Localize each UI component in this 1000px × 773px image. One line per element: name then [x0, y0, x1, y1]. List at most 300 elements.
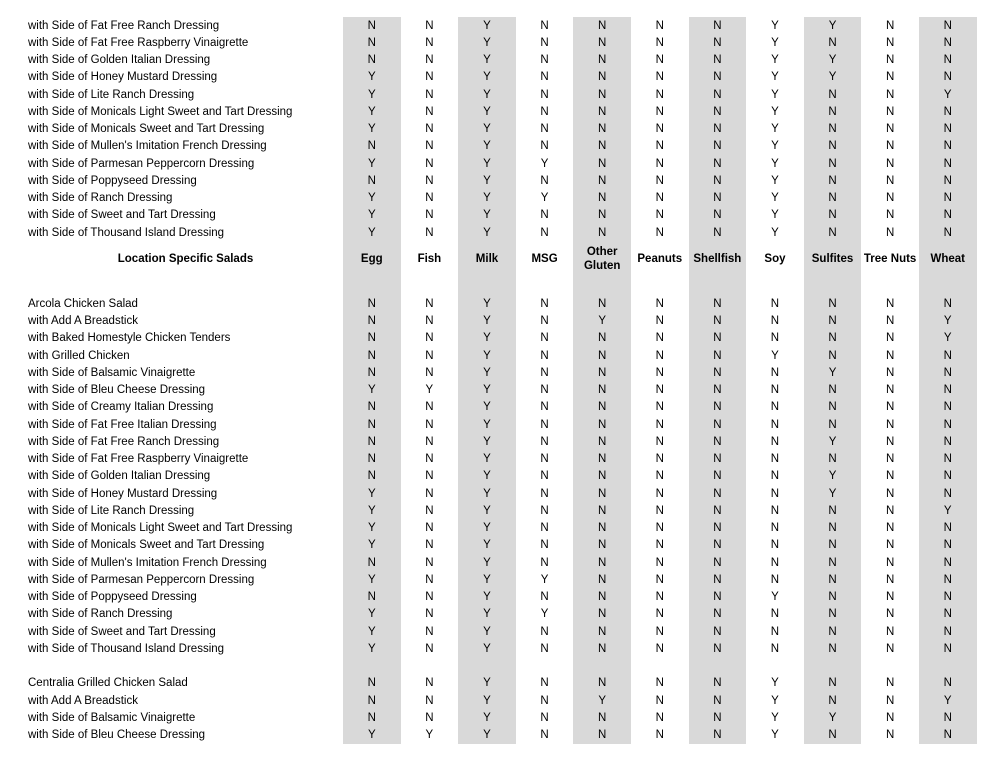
allergen-value-wheat: N [919, 468, 977, 485]
allergen-value-sulfites: N [804, 451, 862, 468]
allergen-value-other-gluten: N [573, 502, 631, 519]
allergen-value-fish: N [425, 401, 434, 414]
allergen-value-msg: N [540, 694, 549, 707]
allergen-value-tree-nuts: N [885, 157, 895, 170]
table-row [0, 313, 977, 330]
allergen-value-wheat: N [919, 69, 977, 86]
allergen-value-milk: Y [458, 606, 516, 623]
allergen-value-tree-nuts: N [885, 556, 895, 569]
allergen-value-shellfish: N [689, 606, 747, 623]
allergen-value-wheat: Y [919, 692, 977, 709]
allergen-value-milk [458, 277, 516, 295]
allergen-value-fish: N [425, 435, 434, 448]
allergen-value-soy: N [770, 315, 780, 328]
allergen-value-soy: Y [771, 71, 779, 84]
item-name [0, 277, 343, 295]
allergen-value-peanuts [631, 658, 689, 675]
allergen-value-msg: N [540, 366, 549, 379]
allergen-value-msg: N [540, 140, 549, 153]
allergen-value-peanuts: N [655, 140, 664, 153]
allergen-value-other-gluten: N [573, 121, 631, 138]
table-row [0, 330, 977, 347]
allergen-value-wheat: Y [919, 313, 977, 330]
allergen-value-other-gluten: N [573, 468, 631, 485]
allergen-value-tree-nuts: N [885, 315, 895, 328]
item-name: with Side of Parmesan Peppercorn Dressing [28, 157, 255, 170]
allergen-value-shellfish [689, 277, 747, 295]
allergen-value-fish: Y [425, 729, 434, 742]
allergen-value-egg: Y [343, 606, 401, 623]
allergen-value-fish: N [425, 470, 434, 483]
allergen-value-msg: N [540, 297, 549, 310]
table-body [0, 17, 977, 744]
table-row [0, 52, 977, 69]
allergen-value-soy: N [770, 556, 780, 569]
allergen-value-wheat: N [919, 554, 977, 571]
table-row [0, 606, 977, 623]
item-name: with Add A Breadstick [28, 694, 138, 707]
allergen-value-sulfites: N [804, 121, 862, 138]
allergen-value-shellfish: N [689, 520, 747, 537]
allergen-value-egg: N [343, 347, 401, 364]
allergen-value-fish: N [425, 453, 434, 466]
allergen-value-wheat: N [919, 295, 977, 312]
allergen-value-peanuts: N [655, 88, 664, 101]
item-name: with Side of Balsamic Vinaigrette [28, 711, 196, 724]
allergen-value-milk: Y [458, 103, 516, 120]
allergen-value-soy: N [770, 608, 780, 621]
allergen-value-sulfites: N [804, 155, 862, 172]
allergen-value-msg: N [540, 105, 549, 118]
allergen-value-sulfites: N [804, 295, 862, 312]
allergen-value-fish: N [425, 366, 434, 379]
allergen-value-wheat: N [919, 520, 977, 537]
allergen-value-milk: Y [458, 709, 516, 726]
allergen-value-wheat: N [919, 52, 977, 69]
item-name: with Side of Monicals Sweet and Tart Dressing [28, 123, 265, 136]
allergen-value-other-gluten: N [573, 606, 631, 623]
allergen-value-soy: N [770, 401, 780, 414]
allergen-value-shellfish: N [689, 86, 747, 103]
allergen-value-peanuts: N [655, 332, 664, 345]
allergen-value-sulfites: N [804, 172, 862, 189]
allergen-value-msg: N [540, 470, 549, 483]
allergen-value-tree-nuts: N [885, 694, 895, 707]
allergen-value-egg: N [343, 451, 401, 468]
allergen-value-tree-nuts: N [885, 539, 895, 552]
table-row [0, 224, 977, 241]
item-name: Arcola Chicken Salad [28, 297, 138, 310]
allergen-value-wheat: N [919, 675, 977, 692]
allergen-value-tree-nuts: N [885, 192, 895, 205]
column-header-egg: Egg [343, 241, 401, 277]
header-label: Location Specific Salads [117, 253, 254, 266]
allergen-value-fish: N [425, 192, 434, 205]
table-row [0, 520, 977, 537]
allergen-value-peanuts: N [655, 694, 664, 707]
allergen-value-shellfish: N [689, 34, 747, 51]
allergen-value-peanuts: N [655, 157, 664, 170]
allergen-value-soy: N [770, 625, 780, 638]
allergen-value-sulfites: Y [804, 433, 862, 450]
allergen-value-wheat: N [919, 727, 977, 744]
table-row [0, 86, 977, 103]
allergen-value-fish: Y [425, 384, 434, 397]
allergen-value-tree-nuts: N [885, 209, 895, 222]
allergen-value-fish: N [425, 608, 434, 621]
allergen-value-fish: N [425, 123, 434, 136]
allergen-value-milk: Y [458, 295, 516, 312]
allergen-value-shellfish: N [689, 468, 747, 485]
allergen-value-msg: N [540, 625, 549, 638]
item-name: with Add A Breadstick [28, 315, 138, 328]
allergen-value-fish: N [425, 694, 434, 707]
allergen-value-shellfish: N [689, 347, 747, 364]
allergen-value-shellfish: N [689, 224, 747, 241]
column-header-msg: MSG [531, 253, 558, 266]
allergen-value-shellfish: N [689, 399, 747, 416]
allergen-value-egg: N [343, 17, 401, 34]
allergen-value-shellfish: N [689, 69, 747, 86]
allergen-value-wheat: N [919, 172, 977, 189]
allergen-value-wheat: N [919, 537, 977, 554]
allergen-value-sulfites: N [804, 675, 862, 692]
allergen-value-shellfish: N [689, 571, 747, 588]
allergen-value-sulfites: N [804, 537, 862, 554]
allergen-value-other-gluten: N [573, 155, 631, 172]
allergen-value-soy: N [770, 297, 780, 310]
allergen-value-egg: Y [343, 502, 401, 519]
allergen-value-shellfish: N [689, 485, 747, 502]
allergen-value-soy: N [770, 487, 780, 500]
allergen-value-egg [343, 658, 401, 675]
allergen-value-soy: N [770, 470, 780, 483]
allergen-value-soy: N [770, 642, 780, 655]
allergen-value-other-gluten: N [573, 537, 631, 554]
allergen-value-msg: N [540, 88, 549, 101]
item-name: with Side of Balsamic Vinaigrette [28, 366, 196, 379]
allergen-value-milk [458, 658, 516, 675]
allergen-value-peanuts: N [655, 174, 664, 187]
table-row [0, 485, 977, 502]
allergen-value-egg: N [343, 399, 401, 416]
allergen-value-tree-nuts: N [885, 470, 895, 483]
allergen-value-milk: Y [458, 675, 516, 692]
allergen-value-tree-nuts: N [885, 401, 895, 414]
allergen-value-wheat: N [919, 138, 977, 155]
allergen-value-other-gluten: N [573, 69, 631, 86]
allergen-value-sulfites: N [804, 399, 862, 416]
table-row [0, 692, 977, 709]
column-header-fish: Fish [417, 253, 442, 266]
allergen-value-egg: Y [343, 86, 401, 103]
item-name: with Side of Fat Free Raspberry Vinaigrette [28, 36, 249, 49]
table-row [0, 468, 977, 485]
allergen-value-soy: N [770, 435, 780, 448]
allergen-value-tree-nuts: N [885, 366, 895, 379]
allergen-value-milk: Y [458, 589, 516, 606]
allergen-value-wheat: N [919, 382, 977, 399]
allergen-value-milk: Y [458, 172, 516, 189]
allergen-value-peanuts: N [655, 470, 664, 483]
allergen-value-tree-nuts: N [885, 123, 895, 136]
allergen-value-wheat: N [919, 17, 977, 34]
allergen-value-fish: N [425, 418, 434, 431]
allergen-value-wheat: N [919, 485, 977, 502]
allergen-value-peanuts: N [655, 504, 664, 517]
allergen-value-wheat: N [919, 155, 977, 172]
allergen-value-milk: Y [458, 382, 516, 399]
item-name: with Side of Lite Ranch Dressing [28, 88, 195, 101]
allergen-value-soy: N [770, 332, 780, 345]
allergen-value-sulfites: Y [804, 709, 862, 726]
allergen-value-other-gluten: N [573, 52, 631, 69]
allergen-value-shellfish: N [689, 121, 747, 138]
spacer-row [0, 658, 977, 675]
allergen-value-wheat: N [919, 190, 977, 207]
allergen-value-msg: N [540, 209, 549, 222]
allergen-value-wheat: N [919, 433, 977, 450]
allergen-value-shellfish: N [689, 155, 747, 172]
table-row [0, 537, 977, 554]
allergen-value-milk: Y [458, 17, 516, 34]
table-row [0, 155, 977, 172]
allergen-value-shellfish: N [689, 623, 747, 640]
allergen-value-wheat [919, 277, 977, 295]
allergen-value-tree-nuts: N [885, 297, 895, 310]
item-name: with Side of Sweet and Tart Dressing [28, 209, 216, 222]
allergen-value-other-gluten [573, 277, 631, 295]
table-row [0, 138, 977, 155]
table-row [0, 295, 977, 312]
allergen-value-soy: Y [771, 88, 779, 101]
allergen-value-egg: Y [343, 485, 401, 502]
allergen-value-soy: N [770, 573, 780, 586]
allergen-value-other-gluten: N [573, 224, 631, 241]
table-row [0, 589, 977, 606]
allergen-value-wheat: N [919, 589, 977, 606]
allergen-value-sulfites: N [804, 382, 862, 399]
allergen-value-egg: N [343, 330, 401, 347]
allergen-value-msg: N [540, 71, 549, 84]
column-header-sulfites: Sulfites [804, 241, 862, 277]
allergen-value-fish: N [425, 677, 434, 690]
allergen-value-fish: N [425, 297, 434, 310]
allergen-value-shellfish: N [689, 692, 747, 709]
allergen-value-egg: Y [343, 103, 401, 120]
table-row [0, 347, 977, 364]
table-row [0, 451, 977, 468]
allergen-value-other-gluten: N [573, 295, 631, 312]
allergen-value-milk: Y [458, 138, 516, 155]
allergen-value-wheat: N [919, 571, 977, 588]
allergen-value-msg: N [540, 123, 549, 136]
allergen-value-wheat: Y [919, 502, 977, 519]
allergen-value-egg: N [343, 433, 401, 450]
allergen-value-shellfish: N [689, 172, 747, 189]
allergen-value-tree-nuts: N [885, 418, 895, 431]
allergen-value-other-gluten: N [573, 17, 631, 34]
allergen-value-tree-nuts: N [885, 453, 895, 466]
allergen-value-peanuts: N [655, 349, 664, 362]
allergen-value-wheat: N [919, 103, 977, 120]
allergen-value-peanuts: N [655, 539, 664, 552]
allergen-value-peanuts: N [655, 591, 664, 604]
allergen-value-soy: Y [771, 36, 779, 49]
allergen-value-soy: N [770, 522, 780, 535]
table-row [0, 69, 977, 86]
allergen-value-sulfites: Y [804, 485, 862, 502]
allergen-value-soy: N [770, 539, 780, 552]
allergen-value-shellfish: N [689, 138, 747, 155]
allergen-value-msg: N [540, 504, 549, 517]
allergen-value-sulfites: Y [804, 17, 862, 34]
allergen-value-soy: Y [771, 157, 779, 170]
allergen-value-msg: N [540, 384, 549, 397]
allergen-value-peanuts: N [655, 192, 664, 205]
allergen-value-egg: N [343, 364, 401, 381]
allergen-value-wheat: N [919, 121, 977, 138]
allergen-value-fish: N [425, 315, 434, 328]
allergen-value-milk: Y [458, 485, 516, 502]
allergen-value-tree-nuts: N [885, 729, 895, 742]
allergen-value-tree-nuts: N [885, 591, 895, 604]
allergen-value-fish [401, 277, 459, 295]
allergen-value-shellfish: N [689, 330, 747, 347]
allergen-value-tree-nuts: N [885, 642, 895, 655]
table-row [0, 103, 977, 120]
allergen-value-other-gluten: N [573, 554, 631, 571]
allergen-value-tree-nuts: N [885, 88, 895, 101]
allergen-value-soy: Y [771, 694, 779, 707]
item-name: with Baked Homestyle Chicken Tenders [28, 332, 231, 345]
allergen-value-other-gluten: N [573, 103, 631, 120]
item-name: with Side of Fat Free Ranch Dressing [28, 19, 220, 32]
allergen-value-soy: Y [771, 711, 779, 724]
allergen-value-peanuts: N [655, 625, 664, 638]
allergen-value-msg: N [540, 401, 549, 414]
allergen-value-peanuts: N [655, 297, 664, 310]
allergen-value-other-gluten [573, 658, 631, 675]
allergen-value-egg: N [343, 52, 401, 69]
allergen-value-egg: Y [343, 571, 401, 588]
allergen-value-soy [746, 277, 804, 295]
allergen-value-fish: N [425, 140, 434, 153]
allergen-value-soy: Y [771, 677, 779, 690]
allergen-value-sulfites: N [804, 86, 862, 103]
allergen-value-other-gluten: N [573, 451, 631, 468]
table-row [0, 34, 977, 51]
allergen-value-fish: N [425, 625, 434, 638]
table-row [0, 172, 977, 189]
allergen-value-peanuts: N [655, 54, 664, 67]
allergen-value-msg: N [540, 435, 549, 448]
allergen-value-egg: N [343, 554, 401, 571]
allergen-value-wheat: N [919, 347, 977, 364]
allergen-value-msg: N [540, 556, 549, 569]
allergen-value-msg: Y [540, 192, 549, 205]
allergen-value-tree-nuts: N [885, 625, 895, 638]
table-row [0, 640, 977, 657]
column-header-milk: Milk [458, 241, 516, 277]
allergen-value-soy: Y [771, 729, 779, 742]
allergen-value-shellfish: N [689, 103, 747, 120]
allergen-value-milk: Y [458, 520, 516, 537]
allergen-value-peanuts: N [655, 123, 664, 136]
allergen-value-other-gluten: N [573, 640, 631, 657]
allergen-value-fish: N [425, 504, 434, 517]
allergen-value-egg: Y [343, 623, 401, 640]
allergen-value-sulfites: N [804, 554, 862, 571]
allergen-value-other-gluten: N [573, 86, 631, 103]
table-row [0, 364, 977, 381]
allergen-value-msg: N [540, 19, 549, 32]
allergen-value-shellfish: N [689, 190, 747, 207]
allergen-value-peanuts: N [655, 36, 664, 49]
allergen-value-other-gluten: N [573, 34, 631, 51]
allergen-value-shellfish: N [689, 295, 747, 312]
item-name: with Side of Ranch Dressing [28, 608, 173, 621]
allergen-value-egg: N [343, 34, 401, 51]
allergen-value-fish: N [425, 226, 434, 239]
item-name: with Side of Parmesan Peppercorn Dressing [28, 573, 255, 586]
allergen-value-shellfish: N [689, 640, 747, 657]
item-name: with Side of Fat Free Raspberry Vinaigrette [28, 453, 249, 466]
item-name: with Side of Fat Free Italian Dressing [28, 418, 217, 431]
allergen-value-sulfites: Y [804, 364, 862, 381]
allergen-value-shellfish: N [689, 709, 747, 726]
allergen-value-egg: Y [343, 121, 401, 138]
allergen-value-egg: N [343, 692, 401, 709]
allergen-value-wheat: N [919, 399, 977, 416]
allergen-value-peanuts [631, 277, 689, 295]
table-row [0, 190, 977, 207]
allergen-value-milk: Y [458, 554, 516, 571]
allergen-value-msg: N [540, 54, 549, 67]
allergen-value-fish: N [425, 88, 434, 101]
allergen-value-sulfites: Y [804, 52, 862, 69]
allergen-value-msg [516, 277, 574, 295]
allergen-value-wheat: Y [919, 86, 977, 103]
allergen-value-other-gluten: N [573, 138, 631, 155]
spacer-row [0, 277, 977, 295]
allergen-value-milk: Y [458, 364, 516, 381]
item-name: with Side of Golden Italian Dressing [28, 54, 211, 67]
allergen-value-tree-nuts: N [885, 522, 895, 535]
allergen-value-sulfites: Y [804, 69, 862, 86]
allergen-value-fish: N [425, 573, 434, 586]
item-name: with Side of Thousand Island Dressing [28, 226, 225, 239]
allergen-value-wheat: N [919, 606, 977, 623]
item-name: with Side of Lite Ranch Dressing [28, 504, 195, 517]
column-header-shellfish: Shellfish [689, 241, 747, 277]
header-row [0, 241, 977, 277]
allergen-value-milk: Y [458, 224, 516, 241]
item-name: with Grilled Chicken [28, 349, 130, 362]
allergen-value-fish: N [425, 105, 434, 118]
allergen-value-soy: N [770, 504, 780, 517]
allergen-value-msg: N [540, 642, 549, 655]
item-name: with Side of Poppyseed Dressing [28, 591, 197, 604]
item-name: with Side of Mullen's Imitation French Dressing [28, 140, 267, 153]
allergen-value-sulfites: N [804, 224, 862, 241]
allergen-value-milk: Y [458, 69, 516, 86]
allergen-value-soy [746, 658, 804, 675]
allergen-value-peanuts: N [655, 729, 664, 742]
allergen-value-tree-nuts [861, 658, 919, 675]
allergen-value-peanuts: N [655, 418, 664, 431]
item-name: with Side of Thousand Island Dressing [28, 642, 225, 655]
